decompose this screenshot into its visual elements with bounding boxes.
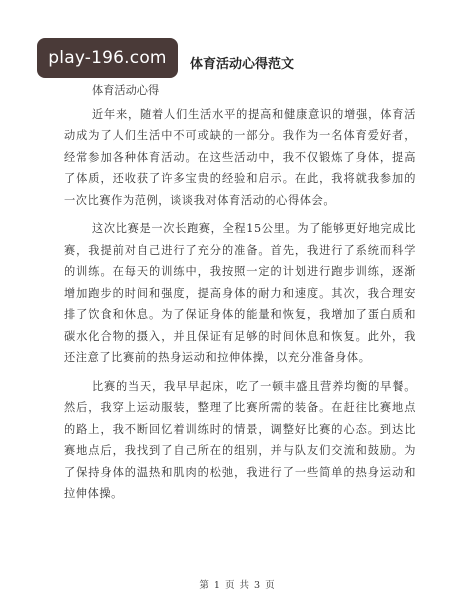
document-title: 体育活动心得范文 <box>190 57 295 72</box>
paragraph-2: 这次比赛是一次长跑赛，全程15公里。为了能够更好地完成比赛，我提前对自己进行了充分的准备。首先，我进行了系统而科学的训练。在每天的训练中，我按照一定的计划进行跑步训练，逐渐增加跑步的时间和强度，提高身体的耐力和速度。其次，我合理安排了饮食和休息。为了保证身体的能量和恢复，我增加了蛋白质和碳水化合物的摄入，并且保证有足够的时间休息和恢复。此外，我还注意了比赛前的热身运动和拉伸体操，以充分准备身体。 <box>64 222 416 364</box>
document-body <box>64 80 416 512</box>
paragraph-3: 比赛的当天，我早早起床，吃了一顿丰盛且营养均衡的早餐。然后，我穿上运动服装，整理了比赛所需的装备。在赶往比赛地点的路上，我不断回忆着训练时的情景，调整好比赛的心态。到达比赛地点后，我找到了自己所在的组别，并与队友们交流和鼓励。为了保持身体的温热和肌肉的松弛，我进行了一些简单的热身运动和拉伸体操。 <box>64 379 416 500</box>
watermark-logo: play-196.com <box>37 38 178 78</box>
paragraph-1: 近年来，随着人们生活水平的提高和健康意识的增强，体育活动成为了人们生活中不可或缺的一部分。我作为一名体育爱好者，经常参加各种体育活动。在这些活动中，我不仅锻炼了身体，提高了体质，还收获了许多宝贵的经验和启示。在此，我将就我参加的一次比赛作为范例，谈谈我对体育活动的心得体会。 <box>64 107 416 207</box>
page-number: 第 1 页 共 3 页 <box>199 580 276 591</box>
document-subtitle: 体育活动心得 <box>92 84 160 97</box>
